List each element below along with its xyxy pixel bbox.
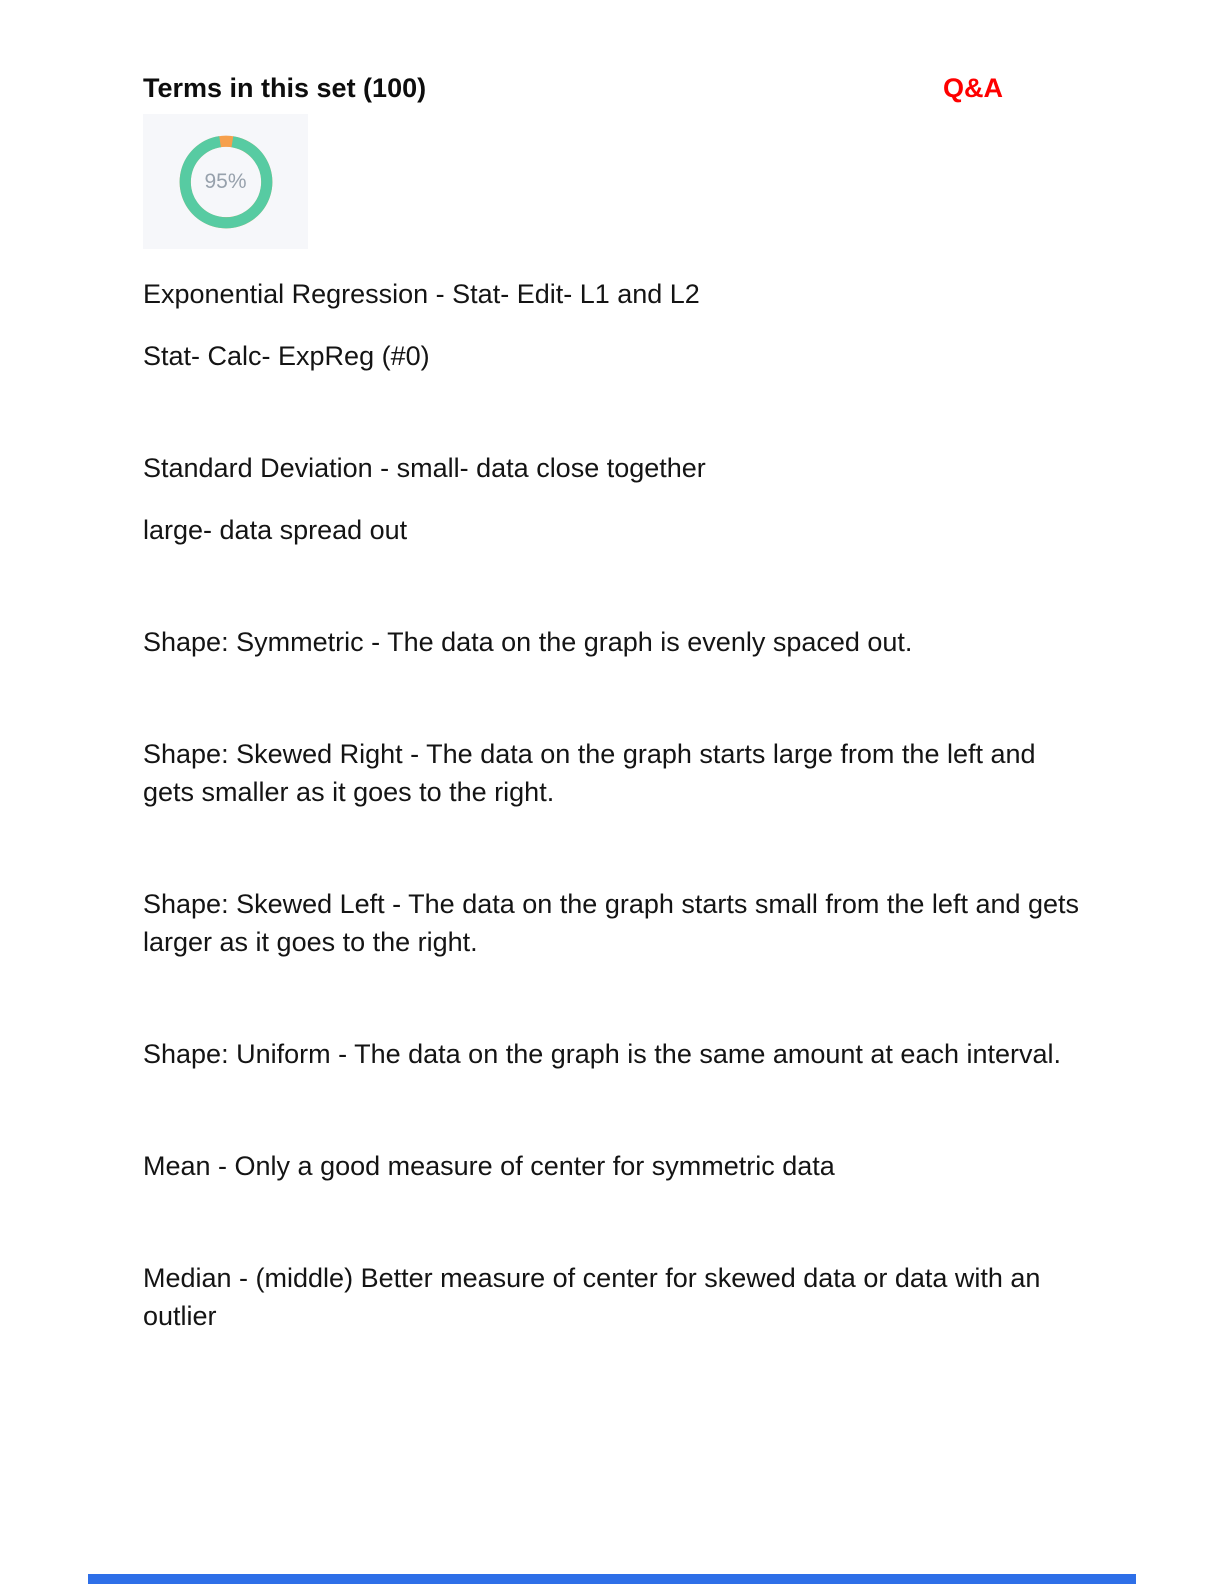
term-item xyxy=(143,623,1080,661)
term-item xyxy=(143,1035,1080,1073)
progress-percent-label: 95% xyxy=(204,169,247,193)
term-item xyxy=(143,449,1080,549)
term-text: Exponential Regression - Stat- Edit- L1 and L2 xyxy=(143,279,700,310)
terms-list xyxy=(143,275,1080,1335)
term-text: Shape: Skewed Right - The data on the graph starts large from the left and gets smaller as it goes to the right. xyxy=(143,739,1036,808)
term-item xyxy=(143,275,1080,375)
term-text: Shape: Symmetric - The data on the graph is evenly spaced out. xyxy=(143,627,913,658)
set-title: Terms in this set (100) xyxy=(143,73,427,103)
term-text: Mean - Only a good measure of center for symmetric data xyxy=(143,1151,835,1182)
term-item xyxy=(143,885,1080,961)
progress-card xyxy=(143,114,308,249)
set-header xyxy=(143,72,1003,104)
term-text: Stat- Calc- ExpReg (#0) xyxy=(143,341,430,372)
term-text: large- data spread out xyxy=(143,515,408,546)
term-item xyxy=(143,735,1080,811)
term-item xyxy=(143,1259,1080,1335)
term-text: Shape: Uniform - The data on the graph is the same amount at each interval. xyxy=(143,1039,1062,1070)
page-content xyxy=(143,72,1080,1335)
bottom-banner-edge xyxy=(88,1574,1136,1584)
qa-link[interactable]: Q&A xyxy=(943,73,1003,103)
term-text: Shape: Skewed Left - The data on the graph starts small from the left and gets larger as it goes to the right. xyxy=(143,889,1080,958)
term-text: Median - (middle) Better measure of center for skewed data or data with an outlier xyxy=(143,1263,1041,1332)
term-item xyxy=(143,1147,1080,1185)
progress-donut-chart xyxy=(173,129,279,235)
term-text: Standard Deviation - small- data close together xyxy=(143,453,706,484)
